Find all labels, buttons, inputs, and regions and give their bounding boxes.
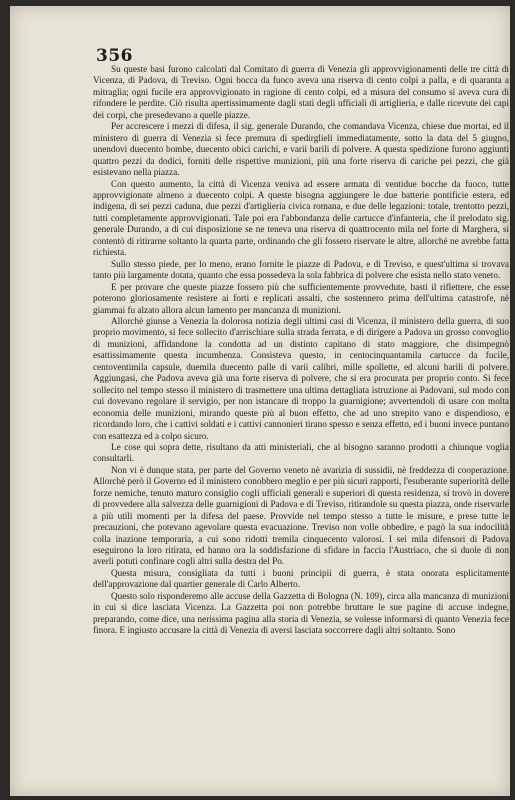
body-text [93, 64, 509, 637]
page-number: 356 [96, 46, 133, 66]
paragraph: Su queste basi furono calcolati dal Comitato di guerra di Venezia gli approvvigionamenti delle tre città di Vicenza, di Padova, di Treviso. Ogni bocca da fuoco aveva una riserva di cento colpi a palla, e di quaranta a mitraglia; ogni fucile era approvvigionato in ragione di cento colpi, ed a misura del consumo si aveva cura di rifondere le perdite. Ciò risulta apertissimamente dagli stati degli ufficiali di artiglieria, e dalle ricevute dei capi dei corpi, che presedevano a quelle piazze. [93, 64, 509, 120]
paragraph: Sullo stesso piede, per lo meno, erano fornite le piazze di Padova, e di Treviso, e quest'ultima si trovava tanto più largamente dotata, quanto che essa possedeva la sola fabbrica di polvere che esista nello stato veneto. [93, 258, 509, 281]
paragraph: Le cose qui sopra dette, risultano da atti ministeriali, che al bisogno saranno prodotti a chiunque voglia consultarli. [93, 441, 509, 464]
paragraph: Questo solo risponderemo alle accuse della Gazzetta di Bologna (N. 109), circa alla mancanza di munizioni in cui si dice lasciata Vicenza. La Gazzetta poi non potrebbe bruttare le sue pagine di accuse indegne, preparando, come dice, una nerissima pagina alla storia di Venezia, se volesse informarsi di quanto Venezia fece finora. E ingiusto accusare la città di Venezia di aversi lasciata soccorrere dagli altri soltanto. Sono [93, 590, 509, 636]
paragraph: Per accrescere i mezzi di difesa, il sig. generale Durando, che comandava Vicenza, chiese due mortai, ed il ministero di guerra di Venezia si fece premura di spedirglieli immediatamente, sotto la data del 5 giugno, unendovi duecento bombe, duecento obici carichi, e varii barili di polvere. A questa spedizione furono aggiunti quattro pezzi da dodici, forniti delle rispettive munizioni, più una forte riserva di cariche pei pezzi, che già esistevano nella piazza. [93, 121, 509, 178]
book-page [10, 6, 510, 796]
paragraph: Con questo aumento, la città di Vicenza veniva ad essere armata di ventidue bocche da fuoco, tutte approvvigionate almeno a duecento colpi. A queste bisogna aggiungere le due batterie pontificie estera, ed indigena, di sei pezzi caduna, due pezzi d'artiglieria civica romana, e due delle legazioni: totale, trentotto pezzi, tutti completamente approvvigionati. Tale poi era l'abbondanza delle cartucce d'infanteria, che il prelodato sig. generale Durando, a di cui disposizione se ne teneva una riserva di quattrocento mila nel forte di Marghera, si contentò di ritirarne soltanto la quarta parte, ordinando che gli fossero riservate le altre, allorché ne avrebbe fatta richiesta. [93, 178, 509, 258]
paragraph: Non vi è dunque stata, per parte del Governo veneto nè avarizia di sussidii, nè freddezza di cooperazione. Allorchè però il Governo ed il ministero conobbero meglio e per più sicuri rapporti, l'esuberante superiorità delle forze nemiche, tenuto maturo consiglio cogli ufficiali generali e superiori di questa residenza, si trovò in dovere di provvedere alla salvezza delle guarnigioni di Padova e di Treviso, ritirandole su questa piazza, onde riservarle a più utili momenti per la difesa del paese. Provvide nel tempo stesso a tutte le misure, e prese tutte le precauzioni, che potevano agevolare questa evacuazione. Treviso non volle obbedire, e pagò la sua indocilità colla inazione temporaria, a cui sono ridotti tremila cinquecento valorosi. I sei mila difensori di Padova eseguirono la loro ritirata, ed hanno ora la soddisfazione di sfidare in faccia l'Austriaco, che si duole di non averli potuti confinare cogli altri sulla destra del Po. [93, 464, 509, 567]
paragraph: Questa misura, consigliata da tutti i buoni principii di guerra, è stata onorata esplicitamente dell'approvazione dal quartier generale di Carlo Alberto. [93, 567, 509, 590]
paragraph: Allorchè giunse a Venezia la dolorosa notizia degli ultimi casi di Vicenza, il ministero della guerra, di suo proprio movimento, si fece sollecito d'arrischiare sulla strada ferrata, e di dirigere a Padova un grosso convoglio di munizioni, affidandone la condotta ad un distinto capitano di stato maggiore, che disimpegnò esattissimamente questa incumbenza. Consisteva questo, in centocinquantamila cartucce da fucile, centoventimila capsule, duemila duecento palle di varii calibri, mille spollette, ed alcuni barili di polvere. Aggiungasi, che Padova aveva già una forte riserva di polvere, che si era procurata per proprio conto. Si fece sollecito nel tempo stesso il ministero di trasmettere una ultima dettagliata istruzione ai Padovani, sul modo con cui dovevano regolare il servigio, per non istancare di troppo la guarnigione; avvertendoli di usare con molta economia delle munizioni, mirando queste più al buon effetto, che ad uno strepito vano e dispendioso, e ricordando loro, che i cattivi soldati e i cattivi cannonieri tirano spesso e senza effetto, ed i buoni invece puntano con esattezza ed a colpo sicuro. [93, 315, 509, 441]
paragraph: E per provare che queste piazze fossero più che sufficientemente provvedute, basti il riflettere, che esse poterono gloriosamente resistere ai forti e replicati assalti, che sostennero prima dell'ultima catastrofe, nè giammai fu alzato allora alcun lamento per mancanza di munizioni. [93, 281, 509, 315]
